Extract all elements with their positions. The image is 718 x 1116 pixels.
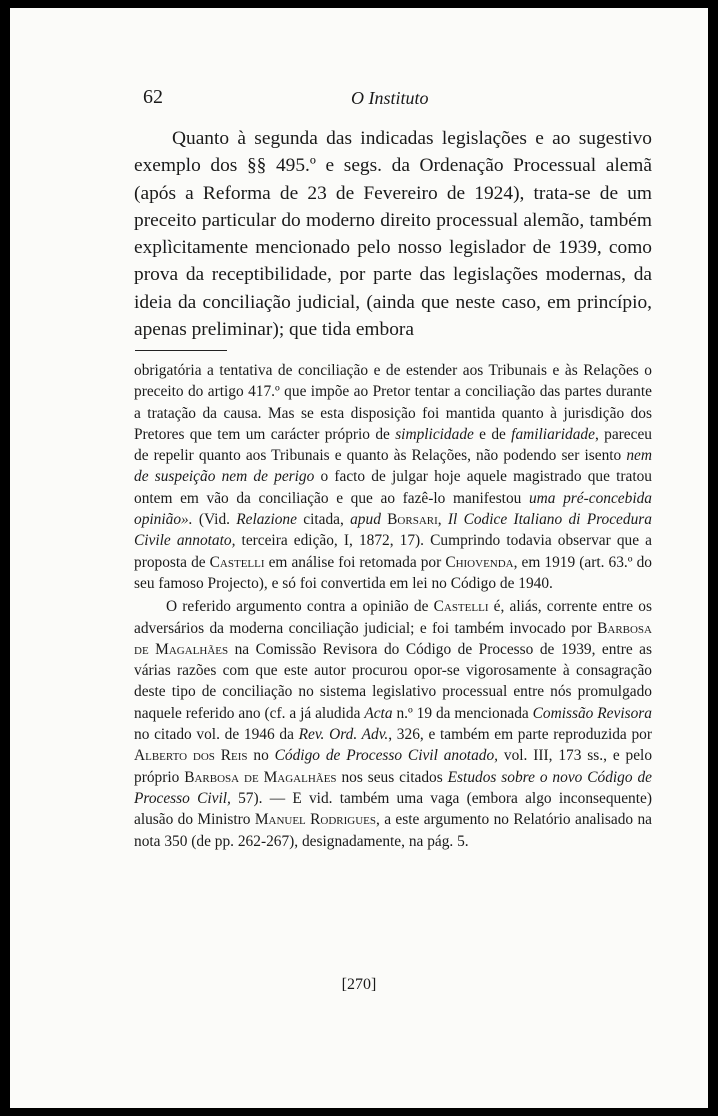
footnotes [134,360,652,852]
page-number: 62 [143,86,163,108]
footnote-continuation: obrigatória a tentativa de conciliação e de estender aos Tribunais e às Relações o preceito do artigo 417.º que impõe ao Pretor tentar a conciliação das partes durante a tratação da causa. Mas se esta disposição foi mantida quanto à jurisdição dos Pretores que tem um carácter próprio de simplicidade e de familiaridade, pareceu de repelir quanto aos Tribunais e quanto às Relações, não podendo ser isento nem de suspeição nem de perigo o facto de julgar hoje aquele magistrado que tratou ontem em vão da conciliação e que ao fazê-lo manifestou uma pré-concebida opinião». (Vid. Relazione citada, apud Borsari, Il Codice Italiano di Procedura Civile annotato, terceira edição, I, 1872, 17). Cumprindo todavia observar que a proposta de Castelli em análise foi retomada por Chiovenda, em 1919 (art. 63.º do seu famoso Projecto), e só foi convertida em lei no Código de 1940. [134,362,652,592]
footnote-paragraph: O referido argumento contra a opinião de Castelli é, aliás, corrente entre os adversários da moderna conciliação judicial; e foi também invocado por Barbosa de Magalhães na Comissão Revisora do Código de Processo de 1939, entre as várias razões com que este autor procurou opor-se vigorosamente à consagração deste tipo de conciliação no sistema legislativo processual entre nós promulgado naquele referido ano (cf. a já aludida Acta n.º 19 da mencionada Comissão Revisora no citado vol. de 1946 da Rev. Ord. Adv., 326, e também em parte reproduzida por Alberto dos Reis no Código de Processo Civil anotado, vol. III, 173 ss., e pelo próprio Barbosa de Magalhães nos seus citados Estudos sobre o novo Código de Processo Civil, 57). — E vid. também uma vaga (embora algo inconsequente) alusão do Ministro Manuel Rodrigues, a este argumento no Relatório analisado na nota 350 (de pp. 262-267), designadamente, na pág. 5. [134,598,653,850]
main-paragraph: Quanto à segunda das indicadas legislações e ao sugestivo exemplo dos §§ 495.º e segs. da Ordenação Processual alemã (após a Reforma de 23 de Fevereiro de 1924), trata-se de um preceito particular do moderno direito processual alemão, também explìcitamente mencionado pelo nosso legislador de 1939, como prova da receptibilidade, por parte das legislações modernas, da ideia da conciliação judicial, (ainda que neste caso, em princípio, apenas preliminar); que tida embora [134,128,652,341]
page-header [136,86,656,116]
main-text [134,125,652,343]
book-page [10,8,708,1108]
page-reference: [270] [341,976,377,993]
footnote-separator [135,350,227,351]
running-title: O Instituto [351,88,429,108]
